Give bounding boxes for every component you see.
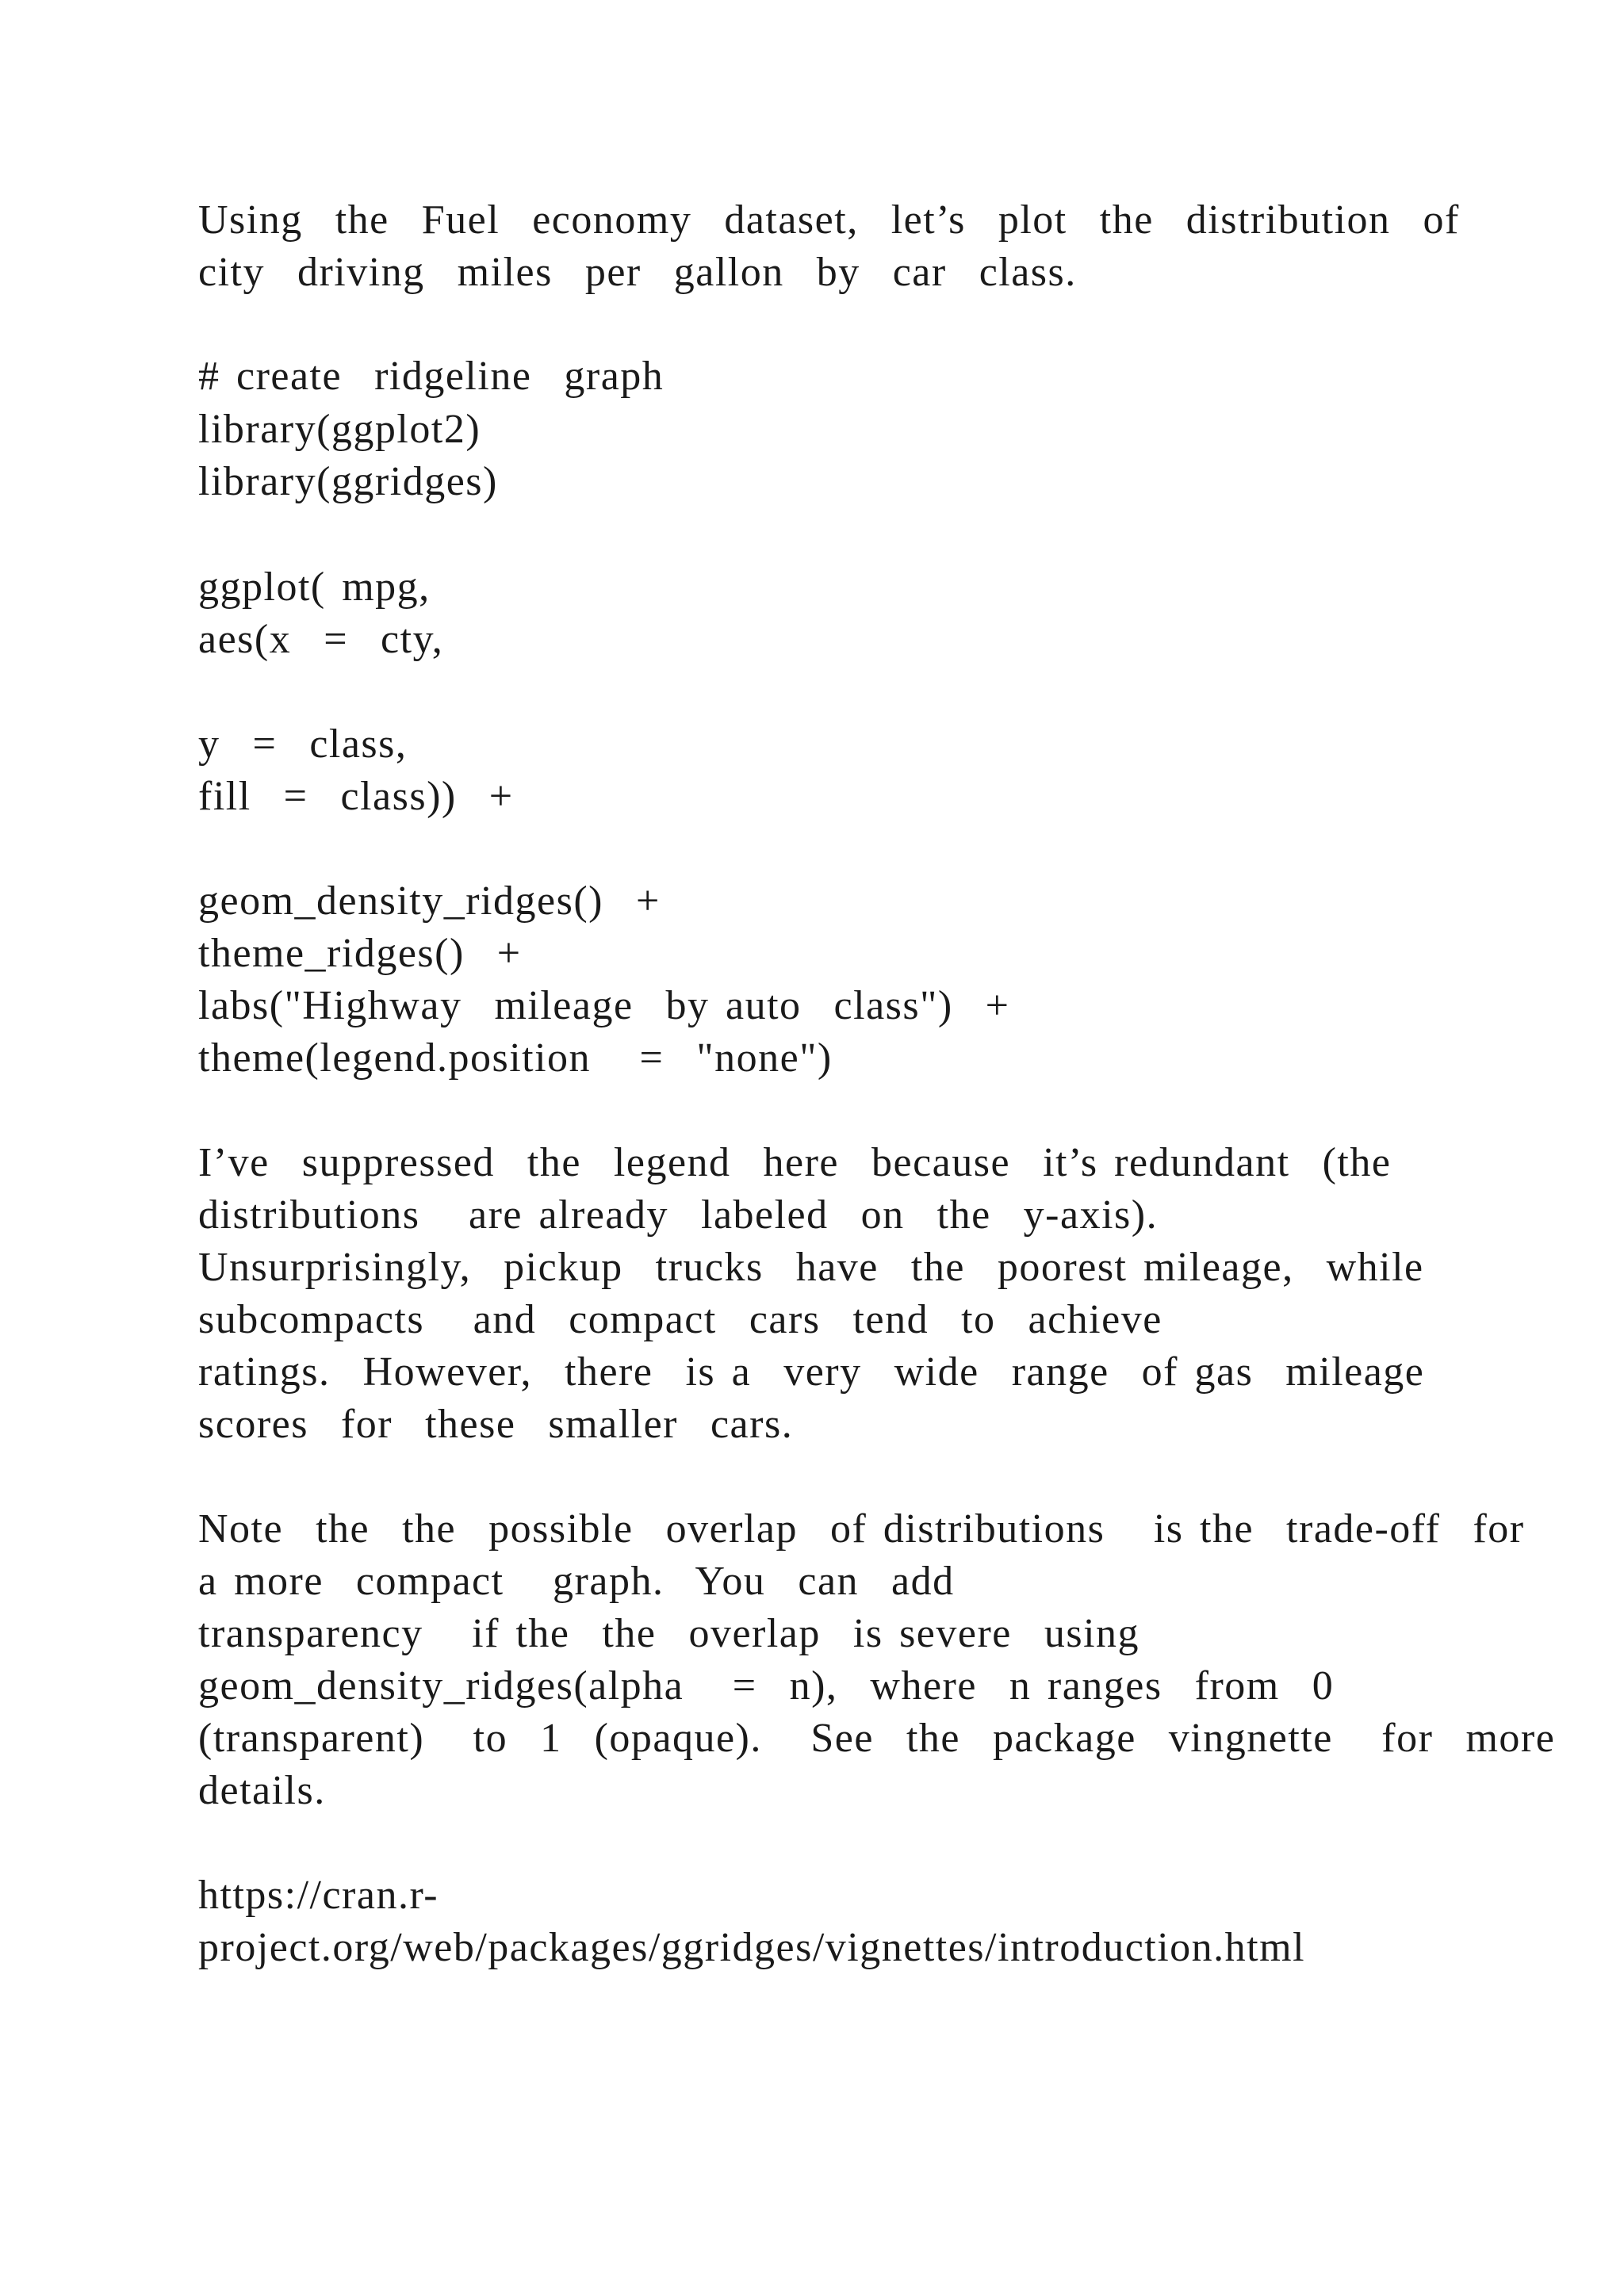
paragraph-line: details. xyxy=(198,1768,326,1813)
paragraph-line: scores for these smaller cars. xyxy=(198,1402,794,1447)
paragraph-line: transparency if the the overlap is severe using xyxy=(198,1611,1140,1656)
code-line-geom: geom_density_ridges() + xyxy=(198,878,661,924)
code-line-fill: fill = class)) + xyxy=(198,774,514,819)
url-line-2: project.org/web/packages/ggridges/vignettes/introduction.html xyxy=(198,1925,1306,1970)
paragraph-line: subcompacts and compact cars tend to achieve xyxy=(198,1297,1162,1342)
code-line-ggplot: ggplot( mpg, xyxy=(198,564,431,610)
code-line-theme-legend: theme(legend.position = "none") xyxy=(198,1035,833,1081)
paragraph-line: ratings. However, there is a very wide range of gas mileage xyxy=(198,1349,1425,1395)
code-line-labs: labs("Highway mileage by auto class") + xyxy=(198,983,1010,1028)
paragraph-line: Note the the possible overlap of distributions is the trade-off for xyxy=(198,1506,1525,1552)
intro-line-2: city driving miles per gallon by car class. xyxy=(198,250,1077,295)
intro-line-1: Using the Fuel economy dataset, let’s plot the distribution of xyxy=(198,197,1460,243)
code-line-theme-ridges: theme_ridges() + xyxy=(198,931,522,976)
paragraph-line: (transparent) to 1 (opaque). See the package vingnette for more xyxy=(198,1716,1556,1761)
paragraph-line: geom_density_ridges(alpha = n), where n ranges from 0 xyxy=(198,1663,1335,1709)
paragraph-line: a more compact graph. You can add xyxy=(198,1559,955,1604)
code-line-library-ggplot2: library(ggplot2) xyxy=(198,407,481,452)
paragraph-line: distributions are already labeled on the y-axis). xyxy=(198,1192,1159,1238)
code-line-library-ggridges: library(ggridges) xyxy=(198,459,498,504)
code-line-aes: aes(x = cty, xyxy=(198,617,444,662)
paragraph-line: Unsurprisingly, pickup trucks have the poorest mileage, while xyxy=(198,1245,1424,1290)
url-line-1: https://cran.r- xyxy=(198,1873,439,1918)
code-line-y: y = class, xyxy=(198,721,408,767)
paragraph-line: I’ve suppressed the legend here because it’s redundant (the xyxy=(198,1140,1392,1185)
code-comment: # create ridgeline graph xyxy=(198,354,665,399)
